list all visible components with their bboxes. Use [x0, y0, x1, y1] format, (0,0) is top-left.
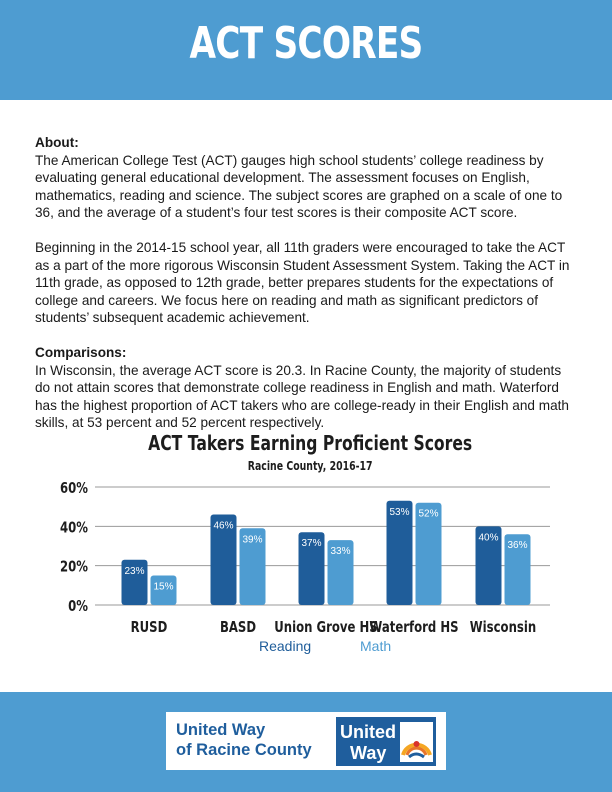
- y-tick-label: 0%: [68, 598, 88, 616]
- badge-line-1: United: [340, 722, 396, 742]
- about-heading: About:: [35, 135, 79, 150]
- chart-subtitle: Racine County, 2016-17: [247, 459, 373, 473]
- legend-reading: Reading: [259, 638, 312, 654]
- about-paragraph-2: Beginning in the 2014-15 school year, all 11th graders were encouraged to take the ACT as a part of the more rigorous Wisconsin Student Assessment System. Taking the ACT in 11th grade, as opposed to 12th grade, better prepares students for the expectations of college and careers. We focus here on reading and math as significant predictors of students’ subsequent academic achievement.: [35, 239, 570, 326]
- legend-math: Math: [360, 638, 392, 654]
- data-label-math: 36%: [507, 540, 528, 552]
- page-title: ACT SCORES: [189, 18, 423, 69]
- chart-title: ACT Takers Earning Proficient Scores: [148, 431, 473, 455]
- y-tick-label: 40%: [60, 520, 88, 537]
- data-label-reading: 46%: [213, 520, 234, 532]
- bar-chart: [0, 470, 612, 640]
- x-tick-label: Wisconsin: [469, 619, 537, 637]
- data-label-math: 15%: [153, 581, 174, 593]
- org-name: [176, 720, 326, 760]
- data-label-math: 33%: [330, 546, 351, 558]
- united-way-logo-icon: [336, 717, 436, 766]
- data-label-reading: 53%: [389, 506, 410, 518]
- data-label-reading: 37%: [301, 538, 322, 550]
- org-name-line-1: United Way: [176, 721, 266, 739]
- comparisons-paragraph: In Wisconsin, the average ACT score is 20.3. In Racine County, the majority of students do not attain scores that demonstrate college readiness in English and math. Waterford has the highest proportion of ACT takers who are college-ready in their English and math skills, at 53 percent and 52 percent respectively.: [35, 362, 569, 431]
- y-tick-label: 60%: [60, 480, 88, 498]
- data-label-reading: 40%: [478, 532, 499, 544]
- data-label-math: 39%: [242, 534, 263, 546]
- x-tick-label: Waterford HS: [369, 619, 459, 637]
- body-text: [35, 134, 580, 432]
- x-tick-label: RUSD: [130, 619, 168, 637]
- org-name-line-2: of Racine County: [176, 741, 312, 759]
- y-tick-label: 20%: [60, 559, 88, 577]
- x-tick-label: Union Grove HS: [274, 619, 378, 637]
- badge-line-2: Way: [350, 743, 387, 763]
- x-tick-label: BASD: [219, 619, 257, 637]
- about-paragraph-1: The American College Test (ACT) gauges high school students’ college readiness by evaluating general educational development. The assessment focuses on English, mathematics, reading and science. The subject scores are graphed on a scale of one to 36, and the average of a student’s four test scores is their composite ACT score.: [35, 152, 563, 221]
- data-label-reading: 23%: [124, 565, 145, 577]
- data-label-math: 52%: [418, 508, 439, 520]
- comparisons-heading: Comparisons:: [35, 344, 127, 360]
